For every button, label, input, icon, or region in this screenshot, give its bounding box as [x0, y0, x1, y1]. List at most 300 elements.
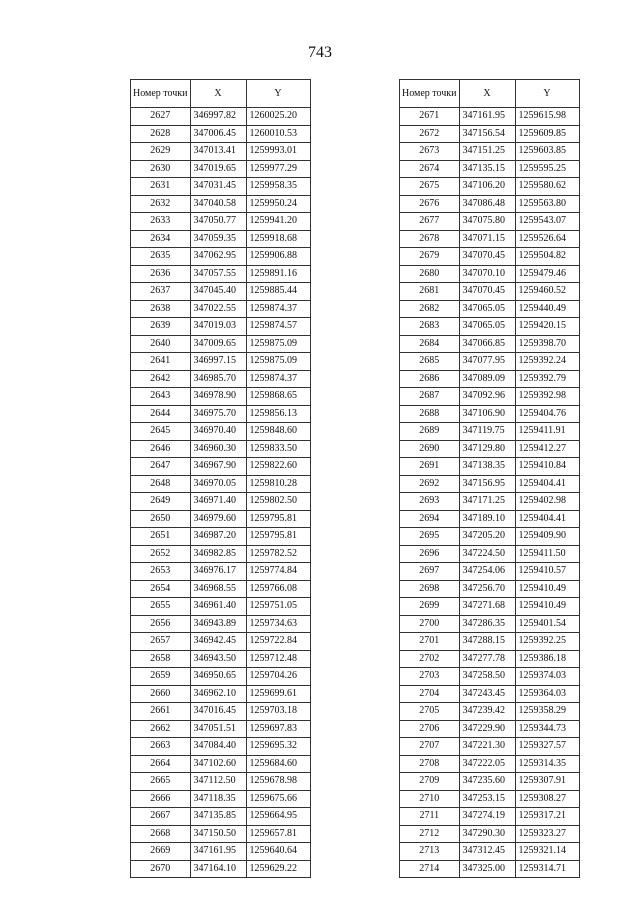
table-row [400, 405, 580, 423]
cell-x: 347070.45 [459, 248, 515, 266]
cell-x: 347290.30 [459, 825, 515, 843]
cell-point-number: 2672 [400, 125, 460, 143]
cell-x: 347102.60 [190, 755, 246, 773]
table-row [131, 843, 311, 861]
table-row [400, 773, 580, 791]
table-row [400, 178, 580, 196]
cell-point-number: 2644 [131, 405, 191, 423]
cell-point-number: 2696 [400, 545, 460, 563]
cell-x: 347235.60 [459, 773, 515, 791]
cell-y: 1259404.41 [515, 475, 579, 493]
cell-point-number: 2654 [131, 580, 191, 598]
cell-point-number: 2642 [131, 370, 191, 388]
cell-y: 1259675.66 [246, 790, 310, 808]
cell-point-number: 2702 [400, 650, 460, 668]
cell-y: 1259398.70 [515, 335, 579, 353]
table-row [400, 213, 580, 231]
cell-y: 1259410.49 [515, 598, 579, 616]
cell-point-number: 2673 [400, 143, 460, 161]
cell-x: 346978.90 [190, 388, 246, 406]
cell-x: 347070.10 [459, 265, 515, 283]
table-row [131, 160, 311, 178]
table-row [131, 633, 311, 651]
cell-x: 346960.30 [190, 440, 246, 458]
cell-y: 1259640.64 [246, 843, 310, 861]
cell-point-number: 2687 [400, 388, 460, 406]
cell-y: 1259697.83 [246, 720, 310, 738]
cell-x: 347009.65 [190, 335, 246, 353]
cell-y: 1259321.14 [515, 843, 579, 861]
header-y: Y [246, 80, 310, 108]
cell-y: 1259392.25 [515, 633, 579, 651]
cell-x: 347274.19 [459, 808, 515, 826]
cell-x: 347221.30 [459, 738, 515, 756]
cell-point-number: 2701 [400, 633, 460, 651]
table-row [131, 703, 311, 721]
cell-point-number: 2639 [131, 318, 191, 336]
cell-y: 1259364.03 [515, 685, 579, 703]
cell-point-number: 2679 [400, 248, 460, 266]
table-row [400, 825, 580, 843]
cell-y: 1259722.84 [246, 633, 310, 651]
table-row [400, 650, 580, 668]
cell-point-number: 2646 [131, 440, 191, 458]
cell-point-number: 2700 [400, 615, 460, 633]
cell-y: 1259410.84 [515, 458, 579, 476]
cell-y: 1259657.81 [246, 825, 310, 843]
table-row [131, 510, 311, 528]
cell-x: 347161.95 [190, 843, 246, 861]
cell-x: 347258.50 [459, 668, 515, 686]
cell-x: 347045.40 [190, 283, 246, 301]
table-row [400, 703, 580, 721]
header-point-number: Номер точки [400, 80, 460, 108]
cell-x: 346979.60 [190, 510, 246, 528]
cell-x: 347057.55 [190, 265, 246, 283]
coordinates-table-left [130, 79, 311, 878]
cell-y: 1259664.95 [246, 808, 310, 826]
cell-x: 347031.45 [190, 178, 246, 196]
cell-point-number: 2674 [400, 160, 460, 178]
cell-point-number: 2688 [400, 405, 460, 423]
table-row [400, 860, 580, 878]
cell-x: 347243.45 [459, 685, 515, 703]
cell-y: 1259412.27 [515, 440, 579, 458]
cell-point-number: 2682 [400, 300, 460, 318]
cell-y: 1259392.98 [515, 388, 579, 406]
cell-y: 1259401.54 [515, 615, 579, 633]
header-y: Y [515, 80, 579, 108]
table-row [400, 125, 580, 143]
cell-y: 1259774.84 [246, 563, 310, 581]
cell-y: 1259918.68 [246, 230, 310, 248]
table-row [400, 108, 580, 126]
cell-y: 1259875.09 [246, 353, 310, 371]
cell-point-number: 2711 [400, 808, 460, 826]
cell-y: 1259678.98 [246, 773, 310, 791]
table-row [400, 755, 580, 773]
cell-y: 1259950.24 [246, 195, 310, 213]
cell-y: 1259941.20 [246, 213, 310, 231]
cell-x: 347150.50 [190, 825, 246, 843]
cell-point-number: 2707 [400, 738, 460, 756]
cell-y: 1259885.44 [246, 283, 310, 301]
cell-x: 347271.68 [459, 598, 515, 616]
cell-point-number: 2684 [400, 335, 460, 353]
cell-x: 347239.42 [459, 703, 515, 721]
cell-x: 347288.15 [459, 633, 515, 651]
table-row [131, 580, 311, 598]
cell-point-number: 2689 [400, 423, 460, 441]
cell-point-number: 2656 [131, 615, 191, 633]
cell-point-number: 2638 [131, 300, 191, 318]
cell-x: 347016.45 [190, 703, 246, 721]
cell-x: 346962.10 [190, 685, 246, 703]
cell-x: 346950.65 [190, 668, 246, 686]
cell-x: 346942.45 [190, 633, 246, 651]
table-row [400, 318, 580, 336]
cell-x: 347077.95 [459, 353, 515, 371]
cell-x: 347013.41 [190, 143, 246, 161]
cell-y: 1259782.52 [246, 545, 310, 563]
cell-y: 1259977.29 [246, 160, 310, 178]
table-row [400, 160, 580, 178]
cell-point-number: 2662 [131, 720, 191, 738]
cell-x: 346971.40 [190, 493, 246, 511]
cell-point-number: 2640 [131, 335, 191, 353]
cell-point-number: 2651 [131, 528, 191, 546]
cell-y: 1259323.27 [515, 825, 579, 843]
table-row [131, 108, 311, 126]
cell-y: 1259993.01 [246, 143, 310, 161]
table-row [400, 370, 580, 388]
cell-y: 1259810.28 [246, 475, 310, 493]
table-row [131, 790, 311, 808]
cell-point-number: 2661 [131, 703, 191, 721]
table-row [400, 458, 580, 476]
cell-x: 347286.35 [459, 615, 515, 633]
cell-point-number: 2635 [131, 248, 191, 266]
cell-x: 347106.20 [459, 178, 515, 196]
cell-point-number: 2694 [400, 510, 460, 528]
cell-point-number: 2685 [400, 353, 460, 371]
table-row [131, 300, 311, 318]
table-row [400, 510, 580, 528]
table-row [400, 335, 580, 353]
cell-point-number: 2686 [400, 370, 460, 388]
cell-x: 347022.55 [190, 300, 246, 318]
table-header-row [131, 80, 311, 108]
cell-point-number: 2628 [131, 125, 191, 143]
table-row [131, 755, 311, 773]
cell-x: 346970.05 [190, 475, 246, 493]
table-row [400, 633, 580, 651]
table-row [131, 563, 311, 581]
cell-y: 1259317.21 [515, 808, 579, 826]
cell-point-number: 2678 [400, 230, 460, 248]
table-row [400, 528, 580, 546]
cell-point-number: 2634 [131, 230, 191, 248]
table-row [400, 720, 580, 738]
table-row [131, 860, 311, 878]
cell-x: 347312.45 [459, 843, 515, 861]
cell-y: 1259404.76 [515, 405, 579, 423]
cell-x: 347092.96 [459, 388, 515, 406]
cell-point-number: 2693 [400, 493, 460, 511]
cell-y: 1260010.53 [246, 125, 310, 143]
cell-y: 1259420.15 [515, 318, 579, 336]
cell-y: 1259580.62 [515, 178, 579, 196]
cell-x: 346997.15 [190, 353, 246, 371]
cell-x: 346943.89 [190, 615, 246, 633]
table-row [131, 318, 311, 336]
table-row [400, 248, 580, 266]
cell-x: 347051.51 [190, 720, 246, 738]
table-row [131, 353, 311, 371]
header-point-number: Номер точки [131, 80, 191, 108]
cell-point-number: 2660 [131, 685, 191, 703]
cell-x: 347171.25 [459, 493, 515, 511]
cell-point-number: 2714 [400, 860, 460, 878]
table-row [131, 370, 311, 388]
cell-point-number: 2659 [131, 668, 191, 686]
cell-y: 1259386.18 [515, 650, 579, 668]
cell-x: 347019.03 [190, 318, 246, 336]
cell-y: 1259695.32 [246, 738, 310, 756]
cell-point-number: 2681 [400, 283, 460, 301]
cell-x: 346987.20 [190, 528, 246, 546]
table-row [131, 475, 311, 493]
cell-point-number: 2712 [400, 825, 460, 843]
cell-y: 1259703.18 [246, 703, 310, 721]
cell-y: 1259358.29 [515, 703, 579, 721]
table-row [131, 283, 311, 301]
table-row [131, 615, 311, 633]
table-row [400, 265, 580, 283]
cell-y: 1259629.22 [246, 860, 310, 878]
cell-y: 1260025.20 [246, 108, 310, 126]
cell-x: 347119.75 [459, 423, 515, 441]
cell-point-number: 2703 [400, 668, 460, 686]
cell-y: 1259543.07 [515, 213, 579, 231]
table-row [131, 125, 311, 143]
cell-y: 1259504.82 [515, 248, 579, 266]
cell-point-number: 2697 [400, 563, 460, 581]
cell-x: 347138.35 [459, 458, 515, 476]
cell-x: 347112.50 [190, 773, 246, 791]
coordinates-table-right [399, 79, 580, 878]
cell-y: 1259460.52 [515, 283, 579, 301]
cell-y: 1259479.46 [515, 265, 579, 283]
cell-y: 1259404.41 [515, 510, 579, 528]
table-row [131, 265, 311, 283]
cell-point-number: 2671 [400, 108, 460, 126]
cell-y: 1259307.91 [515, 773, 579, 791]
cell-point-number: 2650 [131, 510, 191, 528]
cell-point-number: 2633 [131, 213, 191, 231]
cell-point-number: 2695 [400, 528, 460, 546]
cell-y: 1259891.16 [246, 265, 310, 283]
table-row [131, 808, 311, 826]
cell-x: 347089.09 [459, 370, 515, 388]
cell-y: 1259308.27 [515, 790, 579, 808]
table-row [131, 528, 311, 546]
table-row [400, 668, 580, 686]
cell-point-number: 2691 [400, 458, 460, 476]
table-row [400, 195, 580, 213]
cell-x: 346985.70 [190, 370, 246, 388]
cell-x: 347135.85 [190, 808, 246, 826]
cell-point-number: 2629 [131, 143, 191, 161]
cell-x: 347256.70 [459, 580, 515, 598]
table-row [400, 300, 580, 318]
cell-point-number: 2690 [400, 440, 460, 458]
cell-point-number: 2713 [400, 843, 460, 861]
cell-point-number: 2647 [131, 458, 191, 476]
cell-y: 1259684.60 [246, 755, 310, 773]
cell-y: 1259795.81 [246, 528, 310, 546]
cell-y: 1259563.80 [515, 195, 579, 213]
cell-x: 347066.85 [459, 335, 515, 353]
cell-x: 346975.70 [190, 405, 246, 423]
cell-x: 347040.58 [190, 195, 246, 213]
cell-x: 346968.55 [190, 580, 246, 598]
table-row [400, 423, 580, 441]
cell-x: 347006.45 [190, 125, 246, 143]
cell-point-number: 2664 [131, 755, 191, 773]
cell-y: 1259411.91 [515, 423, 579, 441]
table-row [400, 230, 580, 248]
cell-x: 347325.00 [459, 860, 515, 878]
table-row [400, 808, 580, 826]
cell-point-number: 2667 [131, 808, 191, 826]
cell-x: 346982.85 [190, 545, 246, 563]
table-row [400, 580, 580, 598]
table-row [400, 493, 580, 511]
cell-x: 346961.40 [190, 598, 246, 616]
table-row [131, 405, 311, 423]
table-header-row [400, 80, 580, 108]
table-row [400, 545, 580, 563]
table-row [131, 143, 311, 161]
cell-point-number: 2699 [400, 598, 460, 616]
header-x: X [190, 80, 246, 108]
cell-point-number: 2653 [131, 563, 191, 581]
cell-point-number: 2630 [131, 160, 191, 178]
cell-x: 347254.06 [459, 563, 515, 581]
cell-point-number: 2637 [131, 283, 191, 301]
cell-y: 1259874.37 [246, 300, 310, 318]
cell-x: 347277.78 [459, 650, 515, 668]
cell-point-number: 2652 [131, 545, 191, 563]
cell-point-number: 2657 [131, 633, 191, 651]
cell-y: 1259526.64 [515, 230, 579, 248]
cell-y: 1259374.03 [515, 668, 579, 686]
cell-y: 1259609.85 [515, 125, 579, 143]
table-row [400, 615, 580, 633]
cell-y: 1259802.50 [246, 493, 310, 511]
cell-x: 346997.82 [190, 108, 246, 126]
cell-y: 1259868.65 [246, 388, 310, 406]
cell-x: 347086.48 [459, 195, 515, 213]
table-row [131, 458, 311, 476]
cell-point-number: 2704 [400, 685, 460, 703]
cell-y: 1259704.26 [246, 668, 310, 686]
table-row [131, 388, 311, 406]
cell-y: 1259314.35 [515, 755, 579, 773]
cell-x: 347084.40 [190, 738, 246, 756]
table-row [400, 598, 580, 616]
table-row [131, 738, 311, 756]
cell-y: 1259833.50 [246, 440, 310, 458]
cell-x: 347065.05 [459, 300, 515, 318]
cell-x: 347135.15 [459, 160, 515, 178]
cell-x: 347156.95 [459, 475, 515, 493]
cell-y: 1259906.88 [246, 248, 310, 266]
table-row [400, 475, 580, 493]
cell-y: 1259344.73 [515, 720, 579, 738]
cell-point-number: 2668 [131, 825, 191, 843]
cell-y: 1259402.98 [515, 493, 579, 511]
cell-point-number: 2658 [131, 650, 191, 668]
cell-y: 1259874.37 [246, 370, 310, 388]
cell-point-number: 2692 [400, 475, 460, 493]
table-row [131, 773, 311, 791]
cell-point-number: 2641 [131, 353, 191, 371]
cell-point-number: 2675 [400, 178, 460, 196]
cell-y: 1259848.60 [246, 423, 310, 441]
cell-y: 1259440.49 [515, 300, 579, 318]
cell-point-number: 2649 [131, 493, 191, 511]
table-row [400, 143, 580, 161]
cell-x: 347065.05 [459, 318, 515, 336]
table-row [131, 598, 311, 616]
cell-point-number: 2676 [400, 195, 460, 213]
page-number: 743 [308, 44, 332, 61]
table-row [131, 545, 311, 563]
table-row [131, 720, 311, 738]
cell-point-number: 2710 [400, 790, 460, 808]
cell-point-number: 2683 [400, 318, 460, 336]
cell-point-number: 2643 [131, 388, 191, 406]
table-row [400, 738, 580, 756]
cell-point-number: 2706 [400, 720, 460, 738]
cell-point-number: 2632 [131, 195, 191, 213]
cell-point-number: 2677 [400, 213, 460, 231]
cell-y: 1259595.25 [515, 160, 579, 178]
cell-x: 347129.80 [459, 440, 515, 458]
cell-y: 1259392.24 [515, 353, 579, 371]
cell-point-number: 2631 [131, 178, 191, 196]
cell-point-number: 2709 [400, 773, 460, 791]
cell-y: 1259874.57 [246, 318, 310, 336]
table-row [131, 213, 311, 231]
table-row [400, 353, 580, 371]
cell-x: 347075.80 [459, 213, 515, 231]
cell-y: 1259410.49 [515, 580, 579, 598]
cell-x: 347071.15 [459, 230, 515, 248]
table-row [400, 563, 580, 581]
cell-x: 347106.90 [459, 405, 515, 423]
table-row [131, 493, 311, 511]
table-row [131, 335, 311, 353]
cell-x: 347070.45 [459, 283, 515, 301]
cell-point-number: 2666 [131, 790, 191, 808]
table-row [400, 685, 580, 703]
cell-x: 347118.35 [190, 790, 246, 808]
table-row [131, 423, 311, 441]
cell-point-number: 2708 [400, 755, 460, 773]
